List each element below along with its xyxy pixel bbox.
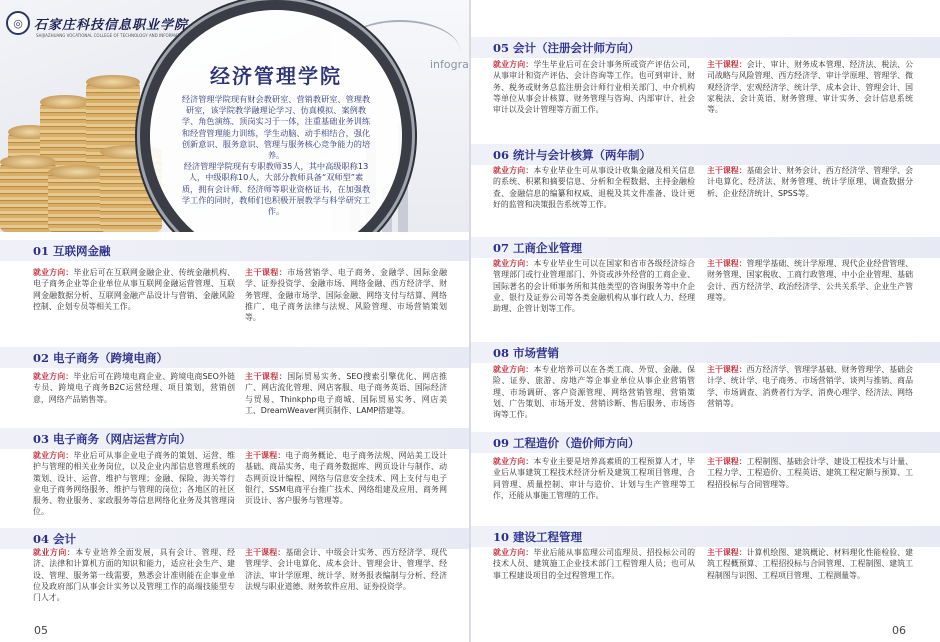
direction-text: 毕业后可在跨境电商企业、跨境电商SEO外链专员、跨境电子商务B2C运营经理、项目策划，营销创意，网络产品销售等。 (33, 372, 235, 404)
courses-label: 主干课程： (707, 548, 747, 557)
major-title: 06 统计与会计核算（两年制） (493, 148, 652, 162)
left-page (0, 0, 469, 642)
courses-text: 国际贸易实务、SEO搜索引擎优化、网店推广、网店流化管理、网店客服、电子商务英语、国际经济与贸易、Thinkphp电子商城、国际贸易实务、网店美工、DreamWeaver网页制作、LAMP搭建等。 (245, 372, 447, 415)
school-logo (6, 11, 189, 38)
major-title-bar (0, 347, 469, 368)
courses-label: 主干课程： (707, 457, 747, 466)
major-title-bar (471, 144, 940, 165)
courses-text: 电子商务概论、电子商务法规、网站美工设计基础、商品实务、电子商务数据库、网页设计与制作、动态网页设计编程、网络与信息安全技术、网上支付与电子银行、SSM电商平台推广技术、网络组建及应用、商务网页设计、客户服务与管理等。 (245, 451, 447, 506)
page-number: 06 (892, 624, 906, 637)
college-intro-paragraph: 经济管理学院现有专职教师35人，其中高级职称13人，中级职称10人，大部分教师具备“双师型”素质，拥有会计师、经济师等职业资格证书，在加强教学工作的同时，教师们也积极开展教学与科学研究工作。 (181, 161, 371, 217)
college-intro (181, 94, 371, 217)
major-title: 04 会计 (33, 532, 77, 546)
school-name: 石家庄科技信息职业学院 (34, 17, 189, 33)
direction-text: 毕业后可从事企业电子商务的策划、运营、维护与管理的相关业务岗位，以及企业内部信息管理系统的策划、设计、运营、维护与管理；金融、保险、海关等行业电子商务网络服务、维护与管理的岗位；各地区的社区服务、物业服务、家政服务等信息网络化业务及其管理岗位。 (33, 451, 235, 517)
direction-text: 本专业毕业生可以在国家和省市各级经济综合管理部门或行业管理部门、外资或涉外经营的工商企业、国际著名的会计师事务所和其他类型的咨询服务等中介企业、银行及证券公司等各类金融机构从事行政人力、经理助理、企管计划等工作。 (493, 259, 695, 314)
direction-label: 就业方向： (493, 60, 534, 69)
college-title: 经济管理学院 (210, 64, 342, 88)
courses-label: 主干课程： (245, 451, 286, 460)
major-title-bar (471, 526, 940, 547)
school-name-en: SHIJIAZHUANG VOCATIONAL COLLEGE OF TECHNOLOGY AND INFORMATION (36, 33, 188, 38)
courses-label: 主干课程： (245, 372, 288, 381)
major-title: 05 会计（注册会计师方向） (493, 41, 640, 55)
major-title: 02 电子商务（跨境电商） (33, 351, 169, 365)
school-emblem-icon: ◎ (6, 11, 30, 35)
courses-text: 基础会计、中级会计实务、西方经济学、现代管理学、会计电算化、成本会计、管理会计、管理学、经济法、审计学原理、统计学、财务报表编制与分析、经济法规与职业道德、财务软件应用、证券投资学。 (245, 548, 447, 591)
courses-text: 计算机绘图、建筑概论、材料理化性能检验、建筑工程概预算、工程招投标与合同管理、工程制图、建筑工程制图与识图、工程项目管理、工程测量等。 (707, 548, 913, 580)
courses-text: 管理学基础、统计学原理、现代企业经营管理、财务管理、国家税收、工商行政管理、中小企业管理、基础会计、西方经济学、政治经济学、公共关系学、企业生产管理等。 (707, 259, 913, 302)
direction-text: 本专业培养全面发展，具有会计、管理、经济、法律和计算机方面的知识和能力，适应社会生产、建设、管理、服务第一线需要，熟悉会计准则能在企事业单位及政府部门从事会计实务以及管理工作的高端技能型专门人才。 (33, 548, 235, 603)
page-number: 05 (34, 624, 48, 637)
courses-label: 主干课程： (707, 166, 747, 175)
direction-text: 毕业后可在互联网金融企业、传统金融机构、电子商务企业等企业单位从事互联网金融运营管理、互联网金融数据分析、互联网金融产品设计与营销、金融风险控制、企划专员等相关工作。 (33, 268, 235, 311)
courses-label: 主干课程： (707, 259, 747, 268)
major-title-bar (0, 240, 469, 261)
courses-label: 主干课程： (245, 548, 286, 557)
courses-label: 主干课程： (707, 60, 747, 69)
direction-label: 就业方向： (493, 166, 534, 175)
right-page (471, 0, 940, 642)
courses-text: 西方经济学、管理学基础、财务管理学、基础会计学、统计学、电子商务、市场营销学、谈判与推销、商品学、市场调查、消费者行为学、消费心理学、经济法、网络营销等。 (707, 365, 913, 408)
paper-text: infogra (430, 58, 469, 71)
direction-text: 本专业主要是培养高素质的工程预算人才，毕业后从事建筑工程技术经济分析及建筑工程项目管理、合同管理、质量控制、审计与造价、计划与生产管理等工作，还能从事施工管理的工作。 (493, 457, 695, 500)
direction-text: 本专业毕业生可从事设计收集金融及相关信息的系统、积累和摘要信息、分析和全程数据、主持金融检查、金融信息的编纂和权威、退税及其文件准备、设计更好的监管和决策报告系统等工作。 (493, 166, 695, 209)
direction-label: 就业方向： (493, 259, 534, 268)
direction-label: 就业方向： (33, 451, 74, 460)
hero-image (0, 0, 469, 232)
courses-text: 工程制图、基础会计学、建设工程技术与计量、工程力学、工程造价、工程英语、建筑工程定额与预算、工程招投标与合同管理等。 (707, 457, 913, 489)
direction-label: 就业方向： (493, 457, 534, 466)
major-title-bar (0, 428, 469, 449)
college-intro-paragraph: 经济管理学院现有财会教研室、营销教研室、管理教研室，该学院教学融理论学习、仿真模拟、案例教学、角色演练、顶岗实习于一体，注重基础业务训练和经营管理能力训练，学生动脑、动手相结合，强化创新意识、服务意识、管理与服务核心竞争能力的培养。 (181, 94, 371, 161)
direction-label: 就业方向： (493, 548, 534, 557)
direction-label: 就业方向： (33, 268, 74, 277)
direction-text: 学生毕业后可在会计事务所或资产评估公司，从事审计和资产评估、会计咨询等工作。也可到审计、财务、税务或财务总监注册会计师行业相关部门、中介机构等单位从事会计核算、财务管理与咨询、内部审计、社会审计以及会计管理等方面工作。 (493, 60, 695, 115)
courses-text: 市场营销学、电子商务、金融学、国际金融学、证券投资学、金融市场、网络金融、西方经济学、财务管理、金融市场学、国际金融、网络支付与结算、网络推广、电子商务法律与法规、风险管理、市场营销策划等。 (245, 268, 447, 323)
courses-text: 基础会计、财务会计、西方经济学、管理学、会计电算化、经济法、财务管理、统计学原理、调查数据分析、企业经济统计、SPSS等。 (707, 166, 913, 198)
major-title: 07 工商企业管理 (493, 241, 583, 255)
courses-label: 主干课程： (707, 365, 747, 374)
courses-text: 会计、审计、财务成本管理、经济法、税法、公司战略与风险管理、西方经济学、审计学原理、管理学、微观经济学、宏观经济学、统计学、成本会计、管理会计、国家税法、会计英语、财务管理、审计实务、会计信息系统等。 (707, 60, 913, 115)
major-title: 08 市场营销 (493, 346, 560, 360)
direction-label: 就业方向： (493, 365, 534, 374)
direction-label: 就业方向： (33, 372, 74, 381)
major-title: 10 建设工程管理 (493, 530, 583, 544)
major-title-bar (471, 342, 940, 363)
major-title: 01 互联网金融 (33, 244, 111, 258)
direction-text: 本专业培养可以在各类工商、外贸、金融、保险、证券、旅游、房地产等企事业单位从事企业营销管理、市场调研、客户资源管理、网络营销管理、营销策划、广告策划、市场开发、营销诊断、售后服务、市场咨询等工作。 (493, 365, 695, 420)
direction-text: 毕业后能从事监理公司监理员、招投标公司的技术人员、建筑施工企业技术部门工程管理人员；也可从事工程建设项目的全过程管理工作。 (493, 548, 695, 580)
major-title-bar (471, 237, 940, 258)
major-title: 03 电子商务（网店运营方向） (33, 432, 192, 446)
major-title-bar (0, 528, 469, 549)
major-title-bar (471, 432, 940, 453)
courses-label: 主干课程： (245, 268, 288, 277)
direction-label: 就业方向： (33, 548, 76, 557)
major-title: 09 工程造价（造价师方向） (493, 436, 640, 450)
major-title-bar (471, 37, 940, 58)
